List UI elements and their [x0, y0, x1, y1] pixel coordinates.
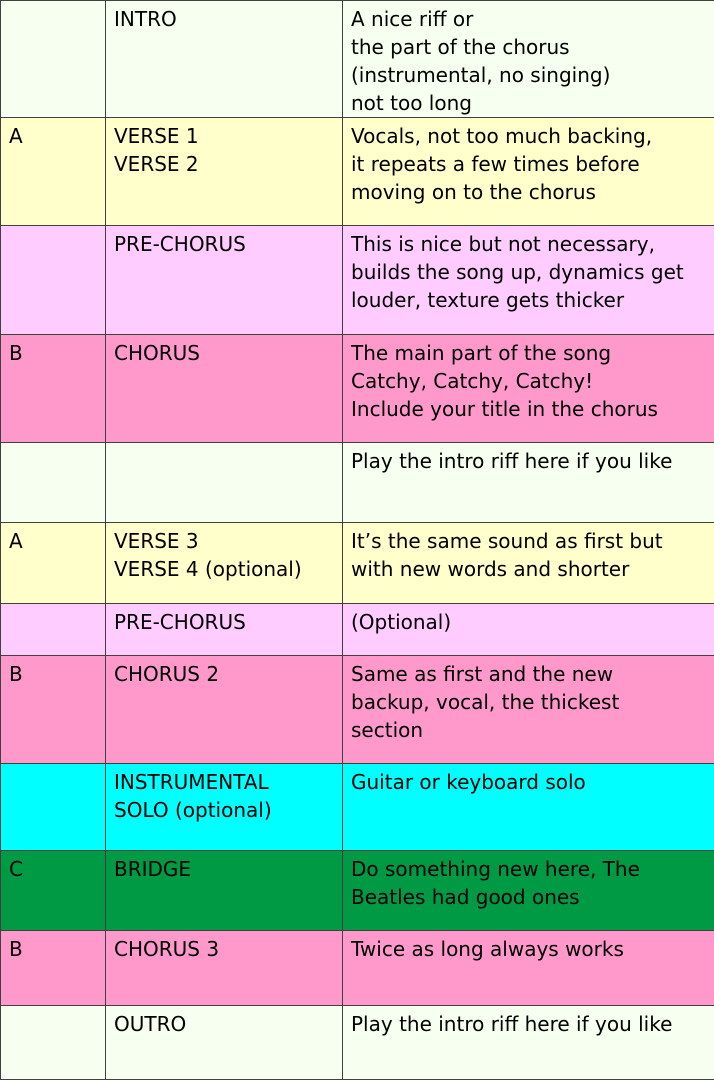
table-row [1, 523, 714, 604]
table-row [1, 1, 714, 118]
form-letter-cell: A [1, 523, 106, 604]
section-name-cell: VERSE 3 VERSE 4 (optional) [106, 523, 343, 604]
table-row [1, 764, 714, 851]
table-row [1, 335, 714, 443]
section-description-cell: The main part of the song Catchy, Catchy, Catchy! Include your title in the chorus [343, 335, 714, 443]
table-row [1, 443, 714, 523]
table-row [1, 1006, 714, 1080]
form-letter-cell [1, 764, 106, 851]
section-description-cell: This is nice but not necessary, builds the song up, dynamics get louder, texture gets thicker [343, 226, 714, 335]
section-name-cell: PRE-CHORUS [106, 226, 343, 335]
form-letter-cell: B [1, 656, 106, 764]
section-name-cell: INTRO [106, 1, 343, 118]
table-row [1, 604, 714, 656]
form-letter-cell [1, 1, 106, 118]
section-description-cell: Same as first and the new backup, vocal, the thickest section [343, 656, 714, 764]
section-description-cell: (Optional) [343, 604, 714, 656]
section-name-cell: OUTRO [106, 1006, 343, 1080]
form-letter-cell [1, 1006, 106, 1080]
section-description-cell: It’s the same sound as first but with new words and shorter [343, 523, 714, 604]
form-letter-cell: C [1, 851, 106, 931]
table-body [1, 1, 714, 1080]
table-row [1, 931, 714, 1006]
form-letter-cell [1, 226, 106, 335]
section-name-cell: CHORUS 3 [106, 931, 343, 1006]
section-name-cell: CHORUS [106, 335, 343, 443]
section-description-cell: Play the intro riff here if you like [343, 443, 714, 523]
table-row [1, 118, 714, 226]
section-name-cell: CHORUS 2 [106, 656, 343, 764]
form-letter-cell: B [1, 335, 106, 443]
form-letter-cell: B [1, 931, 106, 1006]
section-description-cell: Twice as long always works [343, 931, 714, 1006]
section-name-cell [106, 443, 343, 523]
section-name-cell: PRE-CHORUS [106, 604, 343, 656]
form-letter-cell [1, 443, 106, 523]
form-letter-cell [1, 604, 106, 656]
section-name-cell: VERSE 1 VERSE 2 [106, 118, 343, 226]
section-name-cell: BRIDGE [106, 851, 343, 931]
table-row [1, 656, 714, 764]
section-description-cell: Play the intro riff here if you like [343, 1006, 714, 1080]
table-row [1, 851, 714, 931]
form-letter-cell: A [1, 118, 106, 226]
section-description-cell: Vocals, not too much backing, it repeats a few times before moving on to the chorus [343, 118, 714, 226]
section-name-cell: INSTRUMENTAL SOLO (optional) [106, 764, 343, 851]
section-description-cell: Guitar or keyboard solo [343, 764, 714, 851]
section-description-cell: A nice riff or the part of the chorus (instrumental, no singing) not too long [343, 1, 714, 118]
table-row [1, 226, 714, 335]
section-description-cell: Do something new here, The Beatles had good ones [343, 851, 714, 931]
